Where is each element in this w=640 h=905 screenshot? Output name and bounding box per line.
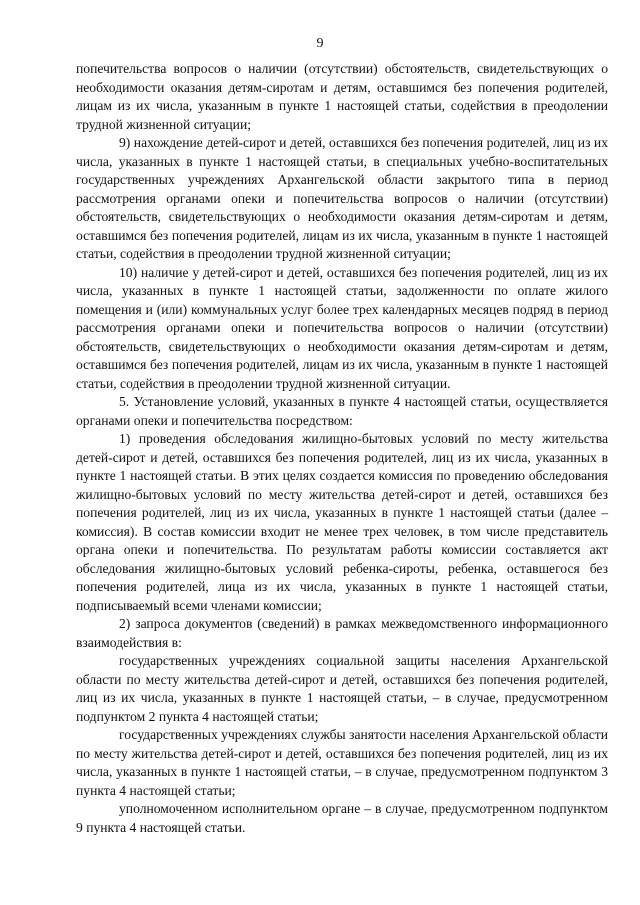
paragraph-subitem-1: 1) проведения обследования жилищно-бытовых условий по месту жительства детей-сирот и детей, оставшихся без попечения родителей, лиц из их числа, указанных в пункте 1 настоящей статьи. В этих целях создается комиссия по проведению обследования жилищно-бытовых условий по месту жительства детей-сирот и детей, оставшихся без попечения родителей, лиц из их числа, указанных в пункте 1 настоящей статьи (далее – комиссия). В состав комиссии входит не менее трех человек, в том числе представитель органа опеки и попечительства. По результатам работы комиссии составляется акт обследования жилищно-бытовых условий ребенка-сироты, ребенка, оставшегося без попечения родителей, лица из их числа, указанных в пункте 1 настоящей статьи, подписываемый всеми членами комиссии; <box>76 431 608 613</box>
paragraph-authorized-body: уполномоченном исполнительном органе – в случае, предусмотренном подпунктом 9 пункта 4 настоящей статьи. <box>76 801 608 835</box>
document-body <box>76 60 608 837</box>
paragraph-continuation: попечительства вопросов о наличии (отсутствии) обстоятельств, свидетельствующих о необходимости оказания детям-сиротам и детям, оставшимся без попечения родителей, лицам из их числа, указанным в пункте 1 настоящей статьи, содействия в преодолении трудной жизненной ситуации; <box>76 61 608 132</box>
page-number: 9 <box>316 36 324 51</box>
paragraph-social-protection: государственных учреждениях социальной защиты населения Архангельской области по месту жительства детей-сирот и детей, оставшихся без попечения родителей, лиц из их числа, указанных в пункте 1 настоящей статьи, – в случае, предусмотренном подпунктом 2 пункта 4 настоящей статьи; <box>76 653 608 724</box>
paragraph-employment-service: государственных учреждениях службы занятости населения Архангельской области по месту жительства детей-сирот и детей, оставшихся без попечения родителей, лиц из их числа, указанных в пункте 1 настоящей статьи, – в случае, предусмотренном подпунктом 3 пункта 4 настоящей статьи; <box>76 727 608 798</box>
paragraph-subitem-2: 2) запроса документов (сведений) в рамках межведомственного информационного взаимодействия в: <box>76 616 608 650</box>
paragraph-section-5: 5. Установление условий, указанных в пункте 4 настоящей статьи, осуществляется органами опеки и попечительства посредством: <box>76 394 608 428</box>
paragraph-item-9: 9) нахождение детей-сирот и детей, оставшихся без попечения родителей, лиц из их числа, указанных в пункте 1 настоящей статьи, в специальных учебно-воспитательных государственных учреждениях Архангельской области закрытого типа в период рассмотрения органами опеки и попечительства вопросов о наличии (отсутствии) обстоятельств, свидетельствующих о необходимости оказания детям-сиротам и детям, оставшимся без попечения родителей, лицам из их числа, указанным в пункте 1 настоящей статьи, содействия в преодолении трудной жизненной ситуации; <box>76 135 608 261</box>
paragraph-item-10: 10) наличие у детей-сирот и детей, оставшихся без попечения родителей, лиц из их числа, указанных в пункте 1 настоящей статьи, задолженности по оплате жилого помещения и (или) коммунальных услуг более трех календарных месяцев подряд в период рассмотрения органами опеки и попечительства вопросов о наличии (отсутствии) обстоятельств, свидетельствующих о необходимости оказания детям-сиротам и детям, оставшимся без попечения родителей, лицам из их числа, указанным в пункте 1 настоящей статьи, содействия в преодолении трудной жизненной ситуации. <box>76 264 608 391</box>
